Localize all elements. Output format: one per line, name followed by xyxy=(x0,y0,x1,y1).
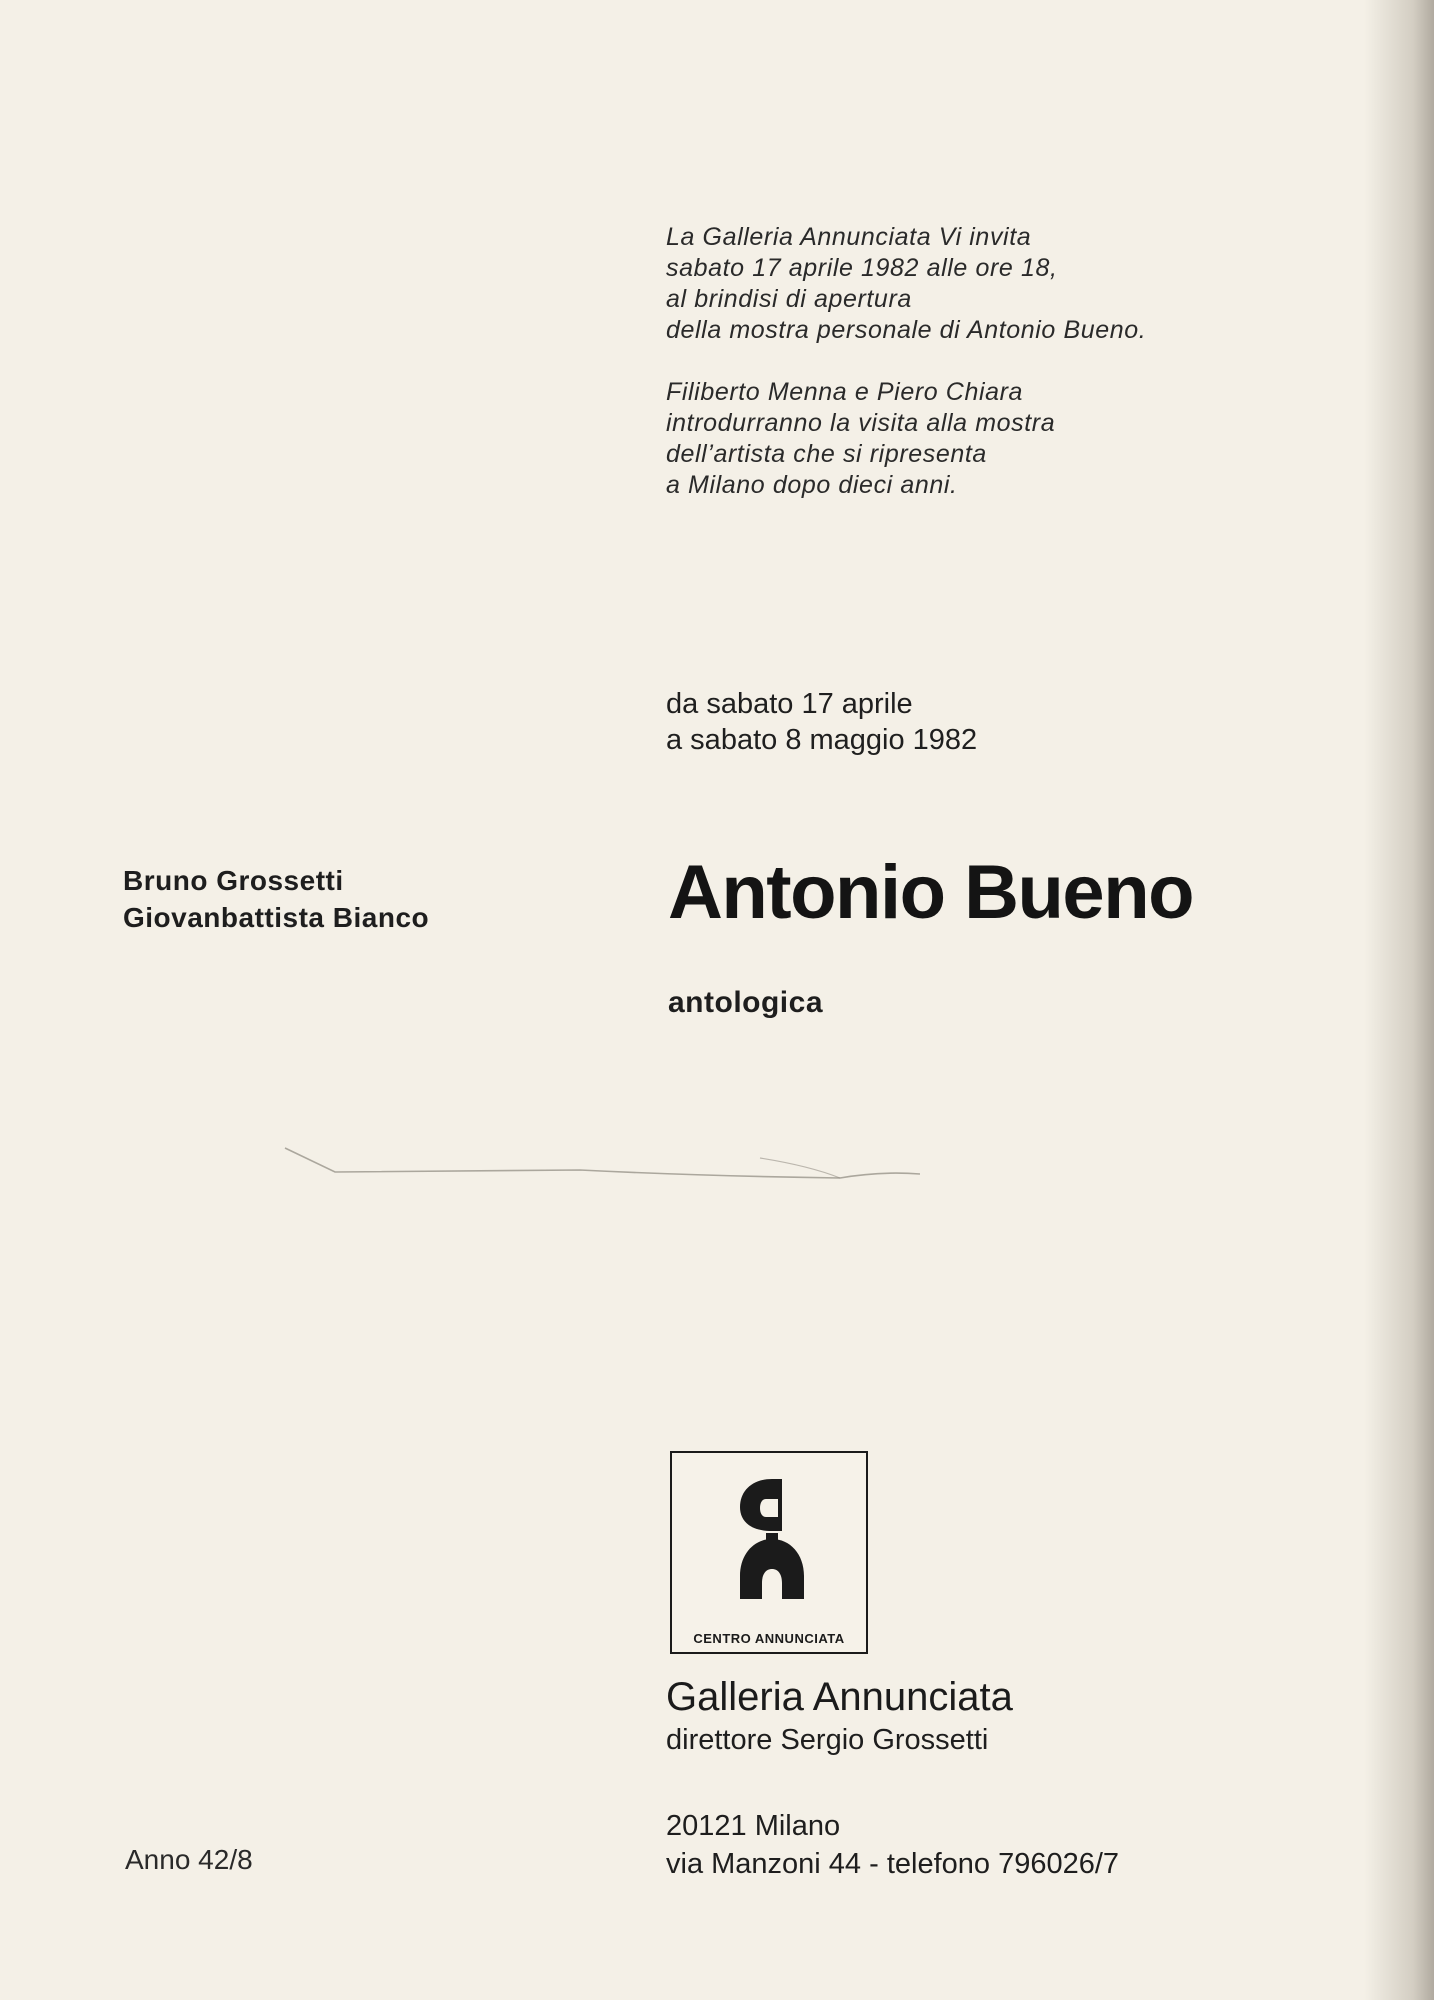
curators xyxy=(123,862,429,936)
invitation-line: a Milano dopo dieci anni. xyxy=(666,471,958,499)
invitation-paragraph-2 xyxy=(666,377,1146,501)
invitation-line: sabato 17 aprile 1982 alle ore 18, xyxy=(666,254,1058,282)
curator-name: Bruno Grossetti xyxy=(123,865,344,896)
centro-annunciata-logo-icon xyxy=(722,1471,822,1617)
logo-caption: CENTRO ANNUNCIATA xyxy=(693,1631,845,1646)
date-from: da sabato 17 aprile xyxy=(666,688,913,720)
address-city: 20121 Milano xyxy=(666,1810,841,1842)
issue-number: Anno 42/8 xyxy=(125,1844,253,1875)
gallery-director: direttore Sergio Grossetti xyxy=(666,1724,989,1756)
invitation-line: al brindisi di apertura xyxy=(666,285,912,313)
invitation-line: La Galleria Annunciata Vi invita xyxy=(666,223,1032,251)
page-edge-shadow xyxy=(1364,0,1434,2000)
pencil-scratch-mark xyxy=(280,1138,920,1188)
invitation-line: Filiberto Menna e Piero Chiara xyxy=(666,378,1024,406)
exhibition-dates xyxy=(666,686,977,758)
gallery-name: Galleria Annunciata xyxy=(666,1675,1013,1719)
invitation-line: introdurranno la visita alla mostra xyxy=(666,409,1056,437)
date-to: a sabato 8 maggio 1982 xyxy=(666,724,978,756)
invitation-line: della mostra personale di Antonio Bueno. xyxy=(666,316,1147,344)
invitation-text xyxy=(666,222,1146,501)
centro-annunciata-logo xyxy=(670,1451,868,1654)
curator-name: Giovanbattista Bianco xyxy=(123,902,430,933)
gallery-address xyxy=(666,1807,1119,1883)
invitation-line: dell’artista che si ripresenta xyxy=(666,440,987,468)
invitation-paragraph-1 xyxy=(666,222,1146,346)
address-street-phone: via Manzoni 44 - telefono 796026/7 xyxy=(666,1848,1120,1880)
exhibition-subtitle: antologica xyxy=(668,986,824,1019)
artist-title: Antonio Bueno xyxy=(668,850,1194,935)
